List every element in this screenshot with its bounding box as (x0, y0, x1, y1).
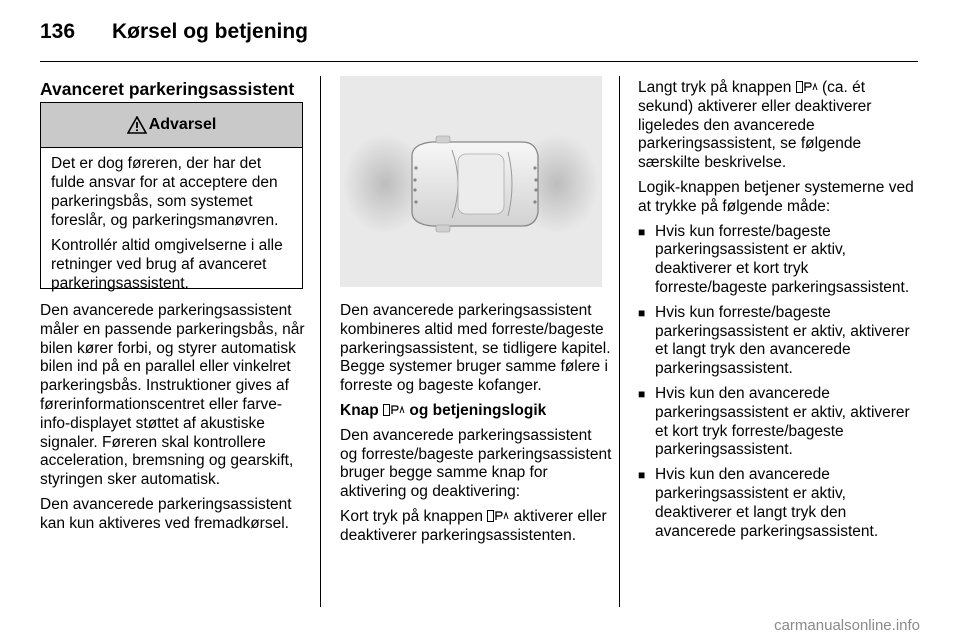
warning-header (41, 103, 302, 148)
column-left (40, 302, 310, 540)
list-item: ■ Hvis kun forreste/bageste parkeringsassistent er aktiv, deaktiverer et kort tryk forreste/bageste parkeringsassistent. (638, 223, 918, 304)
parking-sensor-illustration (340, 76, 602, 287)
chapter-title: Kørsel og betjening (112, 20, 309, 43)
body-paragraph: Den avancerede parkeringsassistent måler en passende parkeringsbås, når bilen kører forbi, og styrer automatisk bilen ind på en parallel eller vinkelret parkeringsbås. Instruktioner gives af førerinformationscentret eller farve-info-displayet støttet af akustiske signaler. Føreren skal kontrollere acceleration, bremsning og gearskift, styringen sker automatisk. (40, 302, 305, 489)
section-title: Avanceret parkeringsassistent (40, 79, 295, 99)
warning-paragraph-1: Det er dog føreren, der har det fulde ansvar for at acceptere den parkeringsbås, som systemet foreslår, og parkeringsmanøvren. (51, 155, 279, 229)
body-paragraph: Den avancerede parkeringsassistent kan kun aktiveres ved fremadkørsel. (40, 495, 292, 532)
watermark: carmanualsonline.info (774, 617, 920, 634)
body-paragraph: Logik-knappen betjener systemerne ved at trykke på følgende måde: (638, 178, 914, 215)
parking-assist-icon (383, 404, 405, 416)
body-paragraph: Den avancerede parkeringsassistent og forreste/bageste parkeringsassistent bruger begge samme knap for aktivering og deaktivering: (340, 426, 612, 501)
parking-assist-icon (487, 510, 509, 522)
bullet-square-icon: ■ (638, 468, 646, 483)
list-item: ■ Hvis kun forreste/bageste parkeringsassistent er aktiv, aktiverer et langt tryk den avancerede parkeringsassistent. (638, 304, 918, 385)
car-top-view-image (340, 76, 602, 287)
bullet-square-icon: ■ (638, 386, 646, 401)
list-item: ■ Hvis kun den avancerede parkeringsassistent er aktiv, aktiverer et kort tryk forreste/bageste parkeringsassistent. (638, 385, 918, 466)
page-number: 136 (40, 20, 76, 43)
column-divider-right (619, 76, 620, 607)
bullet-square-icon: ■ (638, 305, 646, 320)
body-paragraph: Kort tryk på knappen aktiverer eller deaktiverer parkeringsassistenten. (340, 507, 607, 544)
bullet-square-icon: ■ (638, 224, 646, 239)
list-item: ■ Hvis kun den avancerede parkeringsassistent er aktiv, deaktiverer et langt tryk den avancerede parkeringsassistent. (638, 466, 918, 547)
warning-triangle-icon (127, 116, 147, 134)
body-paragraph: Langt tryk på knappen (ca. ét sekund) aktiverer eller deaktiverer ligeledes den avancerede parkeringsassistent, se følgende særskilte beskrivelse. (638, 79, 872, 172)
warning-box (40, 102, 303, 292)
header-divider (40, 61, 918, 62)
parking-assist-icon (796, 81, 818, 93)
warning-title: Advarsel (148, 116, 217, 133)
subheading: Knap og betjeningslogik (340, 401, 547, 419)
column-middle (340, 302, 612, 552)
warning-paragraph-2: Kontrollér altid omgivelserne i alle retninger ved brug af avanceret parkeringsassistent. (51, 237, 283, 292)
body-paragraph: Den avancerede parkeringsassistent kombineres altid med forreste/bageste parkeringsassistent, se tidligere kapitel. Begge systemer bruger samme følere i forreste og bageste kofanger. (340, 302, 611, 395)
column-right (638, 79, 918, 547)
column-divider-left (320, 76, 321, 607)
